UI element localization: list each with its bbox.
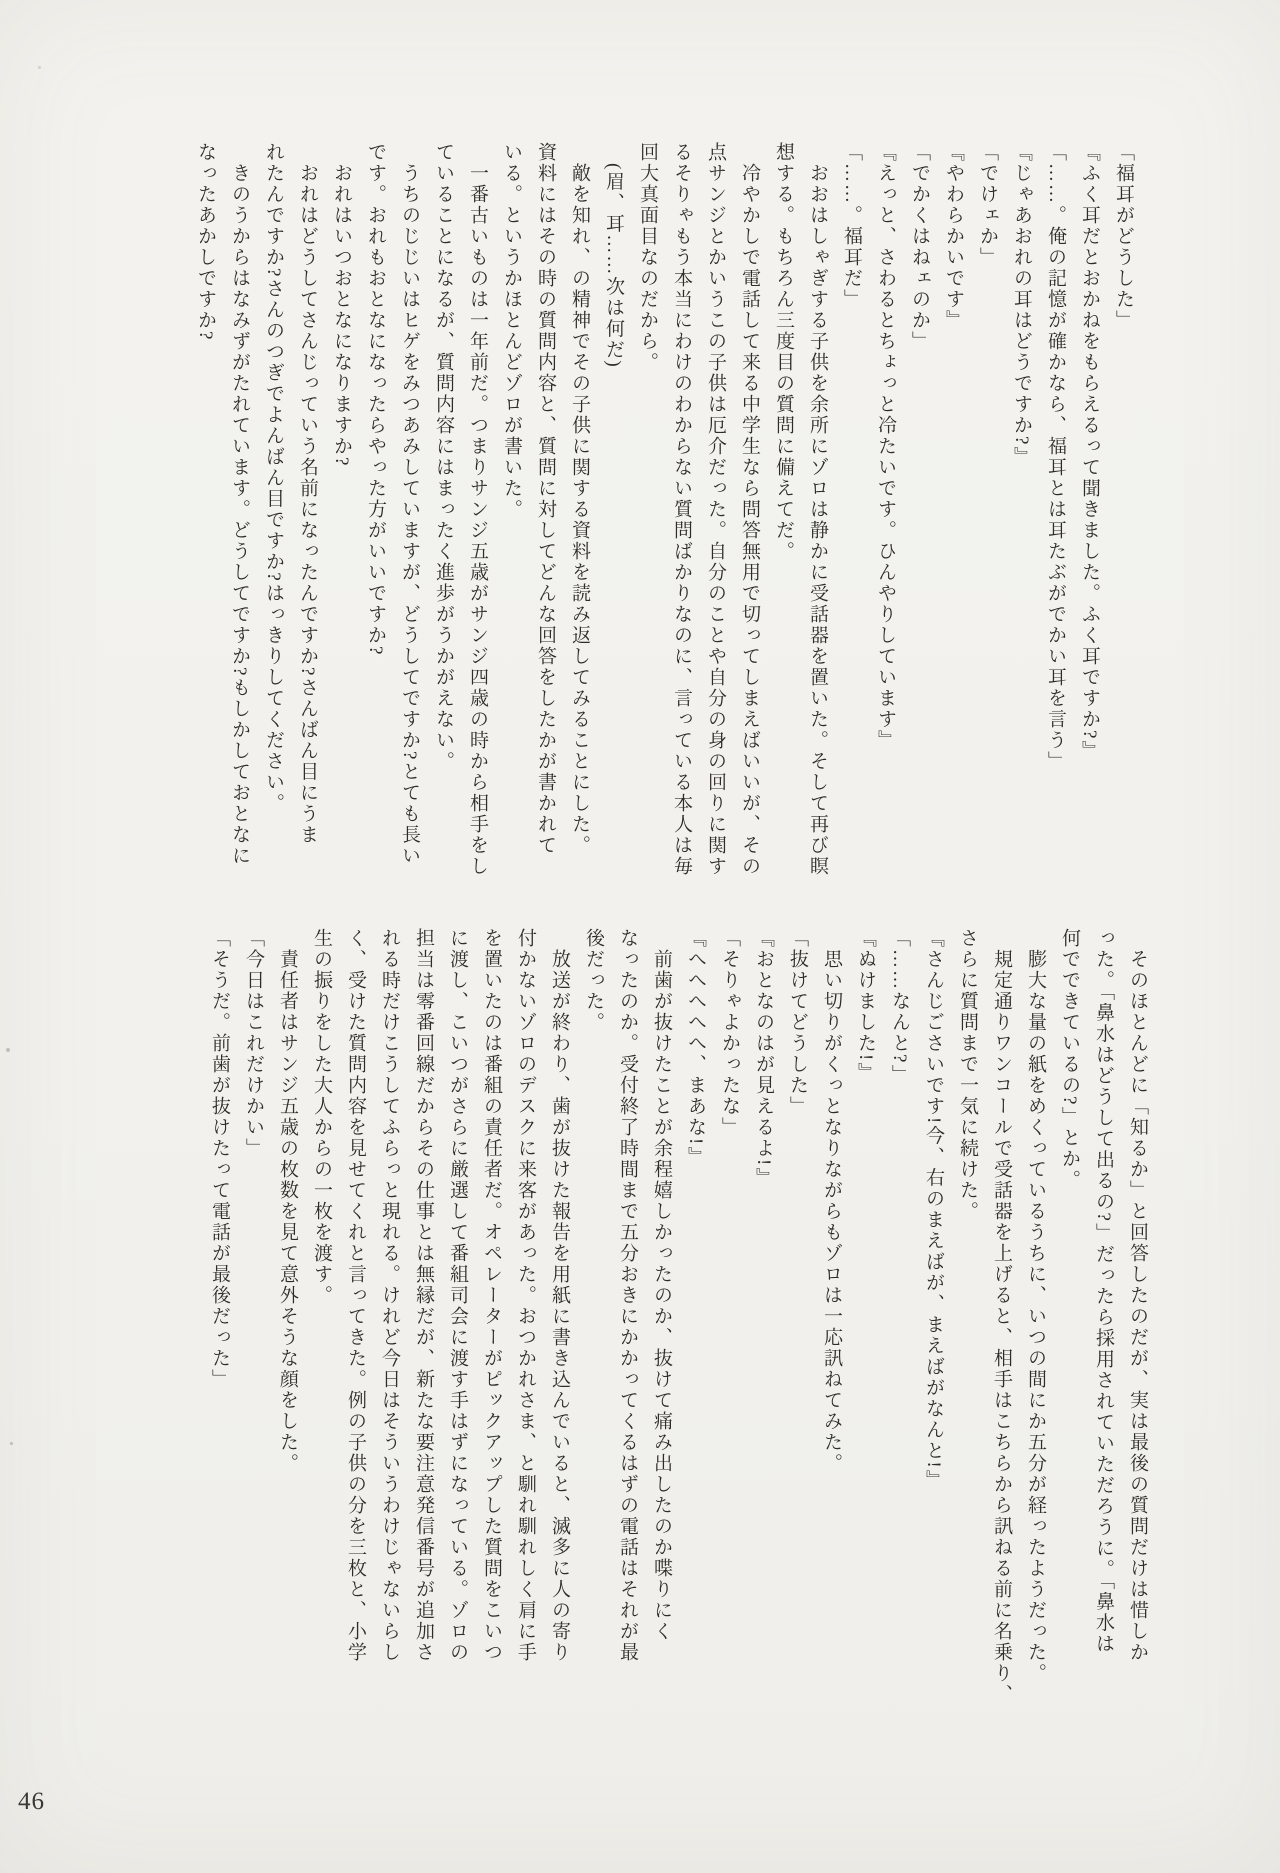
text-column: 規定通りワンコールで受話器を上げると、相手はこちらから訊ねる前に名乗り、 xyxy=(991,928,1012,1705)
text-column: を置いたのは番組の責任者だ。オペレーターがピックアップした質問をこいつ xyxy=(481,928,502,1663)
text-column: 付かないゾロのデスクに来客があった。おつかれさま、と馴れ馴れしく肩に手 xyxy=(515,928,536,1663)
text-column: 前歯が抜けたことが余程嬉しかったのか、抜けて痛み出したのか喋りにく xyxy=(651,928,672,1642)
text-column: 「そうだ。前歯が抜けたって電話が最後だった」 xyxy=(209,928,230,1390)
text-column: 「でかくはねェのか」 xyxy=(909,142,930,352)
text-column: おおはしゃぎする子供を余所にゾロは静かに受話器を置いた。そして再び瞑 xyxy=(807,142,828,877)
text-column: 「……。福耳だ」 xyxy=(841,142,862,310)
text-column: 一番古いものは一年前だ。つまりサンジ五歳がサンジ四歳の時から相手をし xyxy=(467,142,488,877)
text-column: 責任者はサンジ五歳の枚数を見て意外そうな顔をした。 xyxy=(277,928,298,1474)
text-column: 「抜けてどうした」 xyxy=(787,928,808,1117)
text-column: きのうからはなみずがたれています。どうしてですか?もしかしておとなに xyxy=(229,142,250,867)
text-column: さらに質問まで一気に続けた。 xyxy=(957,928,978,1222)
text-column: うちのじじいはヒゲをみつあみしていますが、どうしてですか?とても長い xyxy=(399,142,420,867)
page-number: 46 xyxy=(18,1788,45,1815)
text-column: 後だった。 xyxy=(583,928,604,1033)
text-column: 「でけェか」 xyxy=(977,142,998,268)
scan-speck xyxy=(38,66,41,69)
text-column: 『へへへへへ、まあな!』 xyxy=(685,928,706,1168)
text-column: です。おれもおとなになったらやった方がいいですか? xyxy=(365,142,386,657)
text-column: 「そりゃよかったな」 xyxy=(719,928,740,1138)
text-column: った。「鼻水はどうして出るの?」だったら採用されていただろうに。「鼻水は xyxy=(1093,928,1114,1655)
text-column: 「……なんと?」 xyxy=(889,928,910,1086)
text-column: 思い切りがくっとなりながらもゾロは一応訊ねてみた。 xyxy=(821,928,842,1474)
text-block-top xyxy=(188,142,1140,890)
text-column: 想する。もちろん三度目の質問に備えてだ。 xyxy=(773,142,794,562)
text-block-bottom xyxy=(202,928,1154,1705)
text-column: そのほとんどに「知るか」と回答したのだが、実は最後の質問だけは惜しか xyxy=(1127,928,1148,1663)
scan-speck xyxy=(6,1048,10,1052)
text-column: 『やわらかいです』 xyxy=(943,142,964,331)
text-column: 冷やかしで電話して来る中学生なら問答無用で切ってしまえばいいが、その xyxy=(739,142,760,877)
text-column: 「今日はこれだけかい」 xyxy=(243,928,264,1159)
text-column: ていることになるが、質問内容にはまったく進歩がうかがえない。 xyxy=(433,142,454,772)
text-column: なったあかしですか? xyxy=(195,142,216,342)
text-column: 『ぬけました!』 xyxy=(855,928,876,1084)
text-column: るそりゃもう本当にわけのわからない質問ばかりなのに、言っている本人は毎 xyxy=(671,142,692,877)
text-column: 「福耳がどうした」 xyxy=(1113,142,1134,331)
scan-speck xyxy=(10,1442,13,1445)
text-column: 何でできているの?」とか。 xyxy=(1059,928,1080,1191)
text-column: 資料にはその時の質問内容と、質問に対してどんな回答をしたかが書かれて xyxy=(535,142,556,856)
text-column: に渡し、こいつがさらに厳選して番組司会に渡す手はずになっている。ゾロの xyxy=(447,928,468,1663)
text-column: (眉、耳……次は何だ) xyxy=(603,142,624,369)
text-column: いる。というかほとんどゾロが書いた。 xyxy=(501,142,522,520)
text-column: おれはどうしてさんじっていう名前になったんですか?さんばん目にうま xyxy=(297,142,318,846)
text-column: 『おとなのはが見えるよ!』 xyxy=(753,928,774,1189)
text-column: 『じゃあおれの耳はどうですか?』 xyxy=(1011,142,1032,468)
text-column: おれはいつおとなになりますか? xyxy=(331,142,352,468)
text-column: 『えっと、さわるとちょっと冷たいです。ひんやりしています』 xyxy=(875,142,896,751)
text-column: 「……。俺の記憶が確かなら、福耳とは耳たぶがでかい耳を言う」 xyxy=(1045,142,1066,772)
text-column: れたんですか?さんのつぎでよんばん目ですか?はっきりしてください。 xyxy=(263,142,284,814)
text-column: 敵を知れ、の精神でその子供に関する資料を読み返してみることにした。 xyxy=(569,142,590,856)
text-column: 担当は零番回線だからその仕事とは無縁だが、新たな要注意発信番号が追加さ xyxy=(413,928,434,1663)
text-column: れる時だけこうしてふらっと現れる。けれど今日はそういうわけじゃないらし xyxy=(379,928,400,1663)
text-column: なったのか。受付終了時間まで五分おきにかかってくるはずの電話はそれが最 xyxy=(617,928,638,1663)
text-column: 『さんじごさいです!今、右のまえばが、まえばがなんと!』 xyxy=(923,928,944,1491)
text-column: 『ふく耳だとおかねをもらえるって聞きました。ふく耳ですか?』 xyxy=(1079,142,1100,762)
text-column: 点サンジとかいうこの子供は厄介だった。自分のことや自分の身の回りに関す xyxy=(705,142,726,877)
text-column: く、受けた質問内容を見せてくれと言ってきた。例の子供の分を三枚と、小学 xyxy=(345,928,366,1663)
text-column: 膨大な量の紙をめくっているうちに、いつの間にか五分が経ったようだった。 xyxy=(1025,928,1046,1684)
text-column: 放送が終わり、歯が抜けた報告を用紙に書き込んでいると、滅多に人の寄り xyxy=(549,928,570,1663)
text-column: 生の振りをした大人からの一枚を渡す。 xyxy=(311,928,332,1306)
text-column: 回大真面目なのだから。 xyxy=(637,142,658,373)
